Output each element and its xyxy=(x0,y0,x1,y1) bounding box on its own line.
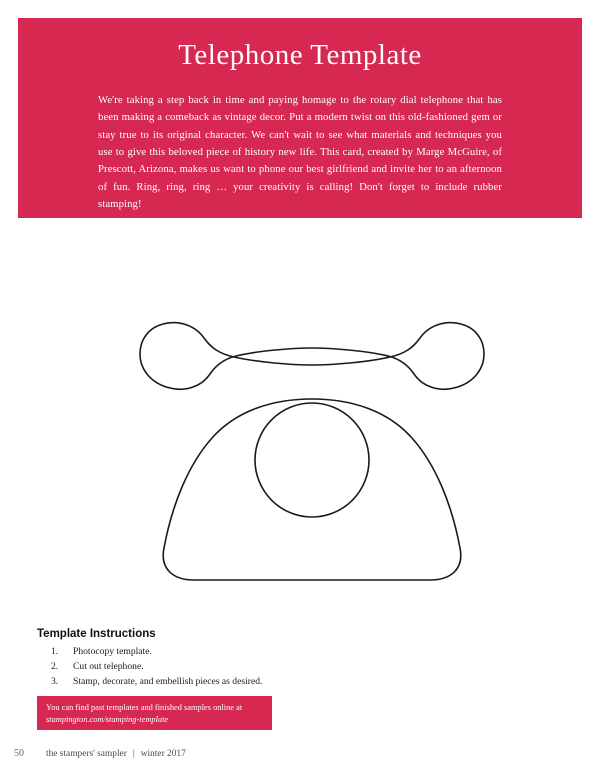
telephone-outline-icon xyxy=(60,262,540,612)
list-item: Cut out telephone. xyxy=(73,660,144,672)
instructions-list xyxy=(37,645,437,690)
footer-separator: | xyxy=(132,749,135,759)
template-instructions xyxy=(37,628,437,690)
list-item: Stamp, decorate, and embellish pieces as desired. xyxy=(73,675,263,687)
page-footer xyxy=(14,748,434,759)
publication-name: the stampers' sampler xyxy=(46,749,127,759)
template-link[interactable]: stampington.com/stamping-template xyxy=(46,715,169,725)
page-title: Telephone Template xyxy=(178,39,422,71)
instructions-title: Template Instructions xyxy=(37,628,156,640)
page-number: 50 xyxy=(14,748,24,759)
issue-name: winter 2017 xyxy=(140,749,186,759)
list-item: Photocopy template. xyxy=(73,646,152,657)
telephone-template-illustration xyxy=(60,262,540,612)
note-text: You can find past templates and finished samples online at xyxy=(46,703,243,712)
header-banner xyxy=(18,18,582,218)
online-resources-note xyxy=(37,696,272,730)
intro-paragraph: We're taking a step back in time and paying homage to the rotary dial telephone that has been making a comeback as vintage decor. Put a modern twist on this old-fashioned gem or stay true to its original character. We can't wait to see what materials and techniques you use to give this beloved piece of history new life. This card, created by Marge McGuire, of Prescott, Arizona, makes us want to phone our best girlfriend and invite her to an afternoon of fun. Ring, ring, ring … your creativity is calling! Don't forget to include rubber stamping! xyxy=(98,93,502,210)
